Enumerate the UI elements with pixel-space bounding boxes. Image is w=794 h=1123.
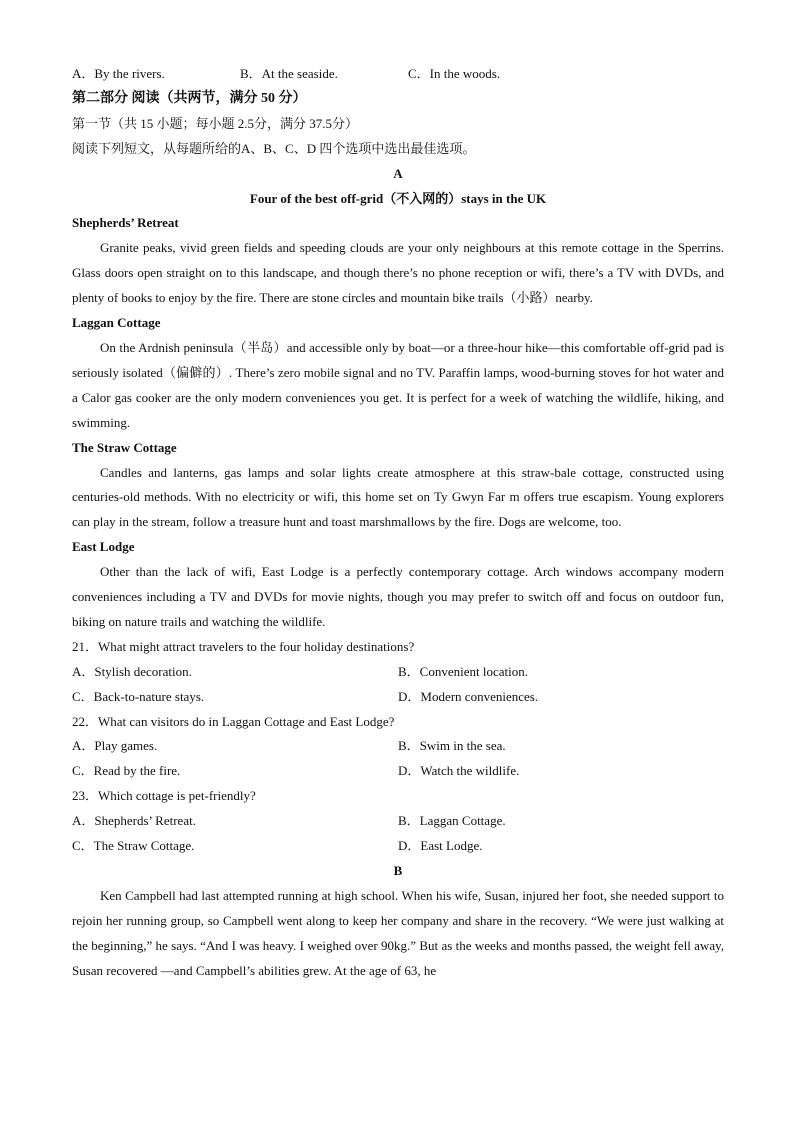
option-c: C．The Straw Cottage. bbox=[72, 838, 195, 854]
option-row bbox=[72, 685, 724, 710]
option-row bbox=[72, 809, 724, 834]
option-b: B．At the seaside. bbox=[240, 66, 338, 81]
section-heading: East Lodge bbox=[72, 539, 135, 555]
exam-page bbox=[72, 62, 724, 984]
option-a: A．By the rivers. bbox=[72, 66, 165, 81]
question-stem: 22．What can visitors do in Laggan Cottage and East Lodge? bbox=[72, 713, 395, 729]
section-description: 第一节（共 15 小题；每小题 2.5分，满分 37.5分） bbox=[72, 115, 359, 131]
passage-letter-a: A bbox=[393, 165, 403, 181]
option-row bbox=[72, 734, 724, 759]
option-d: D．East Lodge. bbox=[398, 838, 483, 854]
option-a: A．Shepherds’ Retreat. bbox=[72, 813, 196, 829]
option-c: C．Back-to-nature stays. bbox=[72, 688, 205, 704]
option-a: A．Play games. bbox=[72, 738, 158, 754]
option-d: D．Modern conveniences. bbox=[398, 688, 539, 704]
passage-title: Four of the best off-grid（不入网的）stays in the UK bbox=[249, 190, 547, 206]
option-b: B．Convenient location. bbox=[398, 663, 528, 679]
previous-question-options bbox=[72, 62, 724, 87]
question-stem: 21．What might attract travelers to the four holiday destinations? bbox=[72, 638, 415, 654]
instruction: 阅读下列短文，从每题所给的A、B、C、D 四个选项中选出最佳选项。 bbox=[72, 140, 476, 156]
section-text: Candles and lanterns, gas lamps and solar lights create atmosphere at this straw-bale cottage, constructed using centuries-old methods. With no electricity or wifi, this home set on Ty Gwyn Far m offers true escapism. Young explorers can play in the stream, follow a treasure hunt and toast marshmallows by the fire. Dogs are welcome, too. bbox=[72, 464, 724, 530]
passage-letter-b: B bbox=[393, 863, 403, 878]
option-b: B．Laggan Cottage. bbox=[398, 813, 506, 829]
option-row bbox=[72, 660, 724, 685]
question-stem: 23．Which cottage is pet-friendly? bbox=[72, 788, 256, 804]
section-heading: The Straw Cottage bbox=[72, 439, 177, 455]
section-heading: Shepherds’ Retreat bbox=[72, 215, 179, 231]
section-text: Granite peaks, vivid green fields and speeding clouds are your only neighbours at this remote cottage in the Sperrins. Glass doors open straight on to this landscape, and though there’s no phone reception or wifi, there’s a TV with DVDs, and plenty of books to enjoy by the fire. There are stone circles and mountain bike trails（小路）nearby. bbox=[72, 240, 724, 306]
option-c: C．In the woods. bbox=[408, 66, 501, 81]
option-row bbox=[72, 834, 724, 859]
passage-b-text: Ken Campbell had last attempted running at high school. When his wife, Susan, injured her foot, she needed support to rejoin her running group, so Campbell went along to keep her company and share in the recovery. “We were just walking at the beginning,” he says. “And I was heavy. I weighed over 90kg.” But as the weeks and months passed, the weight fell away, Susan recovered —and Campbell’s abilities grew. At the age of 63, he bbox=[72, 887, 724, 978]
option-row bbox=[72, 759, 724, 784]
section-text: Other than the lack of wifi, East Lodge is a perfectly contemporary cottage. Arch windows accompany modern conveniences including a TV and DVDs for movie nights, though you may prefer to switch off and focus on outdoor fun, biking on nature trails and watching the wildlife. bbox=[72, 564, 724, 629]
part-title: 第二部分 阅读（共两节，满分 50 分） bbox=[72, 90, 307, 106]
option-b: B．Swim in the sea. bbox=[398, 738, 506, 754]
section-heading: Laggan Cottage bbox=[72, 315, 161, 331]
section-text: On the Ardnish peninsula（半岛）and accessible only by boat—or a three-hour hike—this comfortable off-grid pad is seriously isolated（偏僻的）. There’s zero mobile signal and no TV. Paraffin lamps, wood-burning stoves for hot water and a Calor gas cooker are the only modern conveniences you get. It is perfect for a week of watching the wildlife, hiking, and swimming. bbox=[72, 339, 724, 430]
option-a: A．Stylish decoration. bbox=[72, 663, 192, 679]
option-c: C．Read by the fire. bbox=[72, 763, 181, 779]
option-d: D．Watch the wildlife. bbox=[398, 763, 520, 779]
